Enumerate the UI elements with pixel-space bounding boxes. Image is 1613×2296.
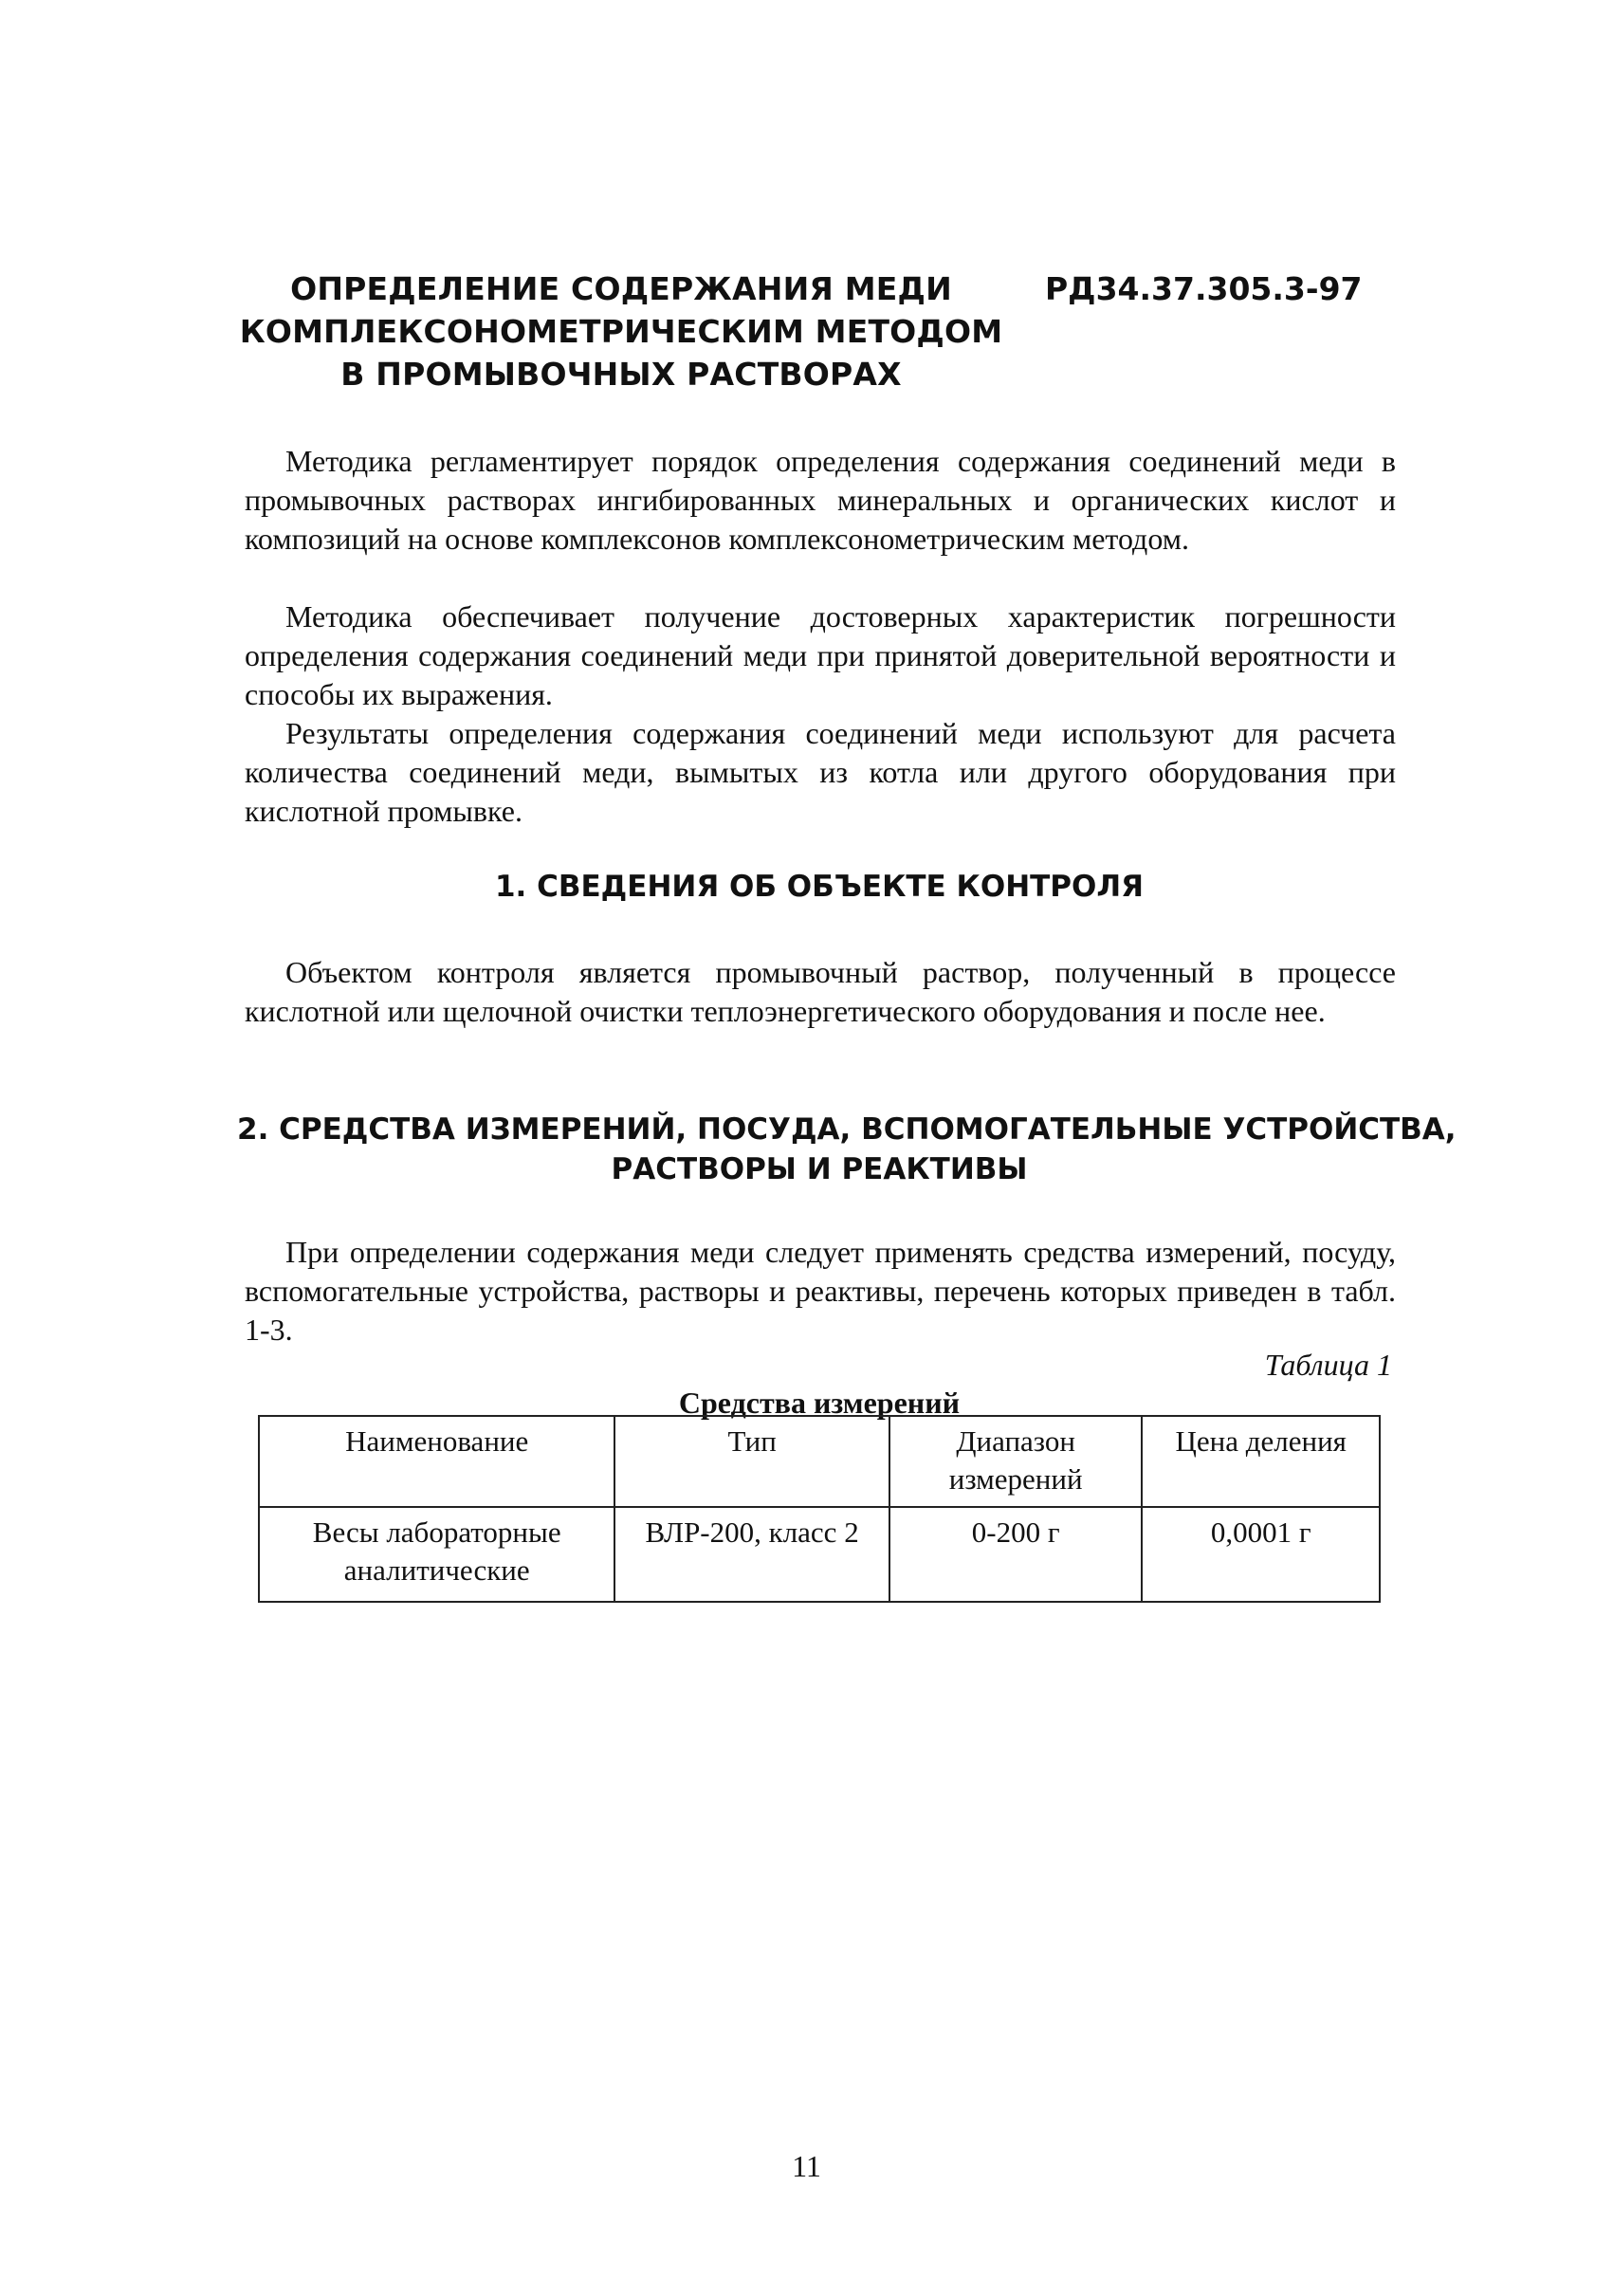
- section-paragraph: При определении содержания меди следует применять средства измерений, посуду, вспомогательные устройства, растворы и реактивы, перечень которых приведен в табл. 1-3.: [245, 1235, 1396, 1347]
- title-line: КОМПЛЕКСОНОМЕТРИЧЕСКИМ МЕТОДОМ: [239, 313, 1003, 350]
- table-cell: 0-200 г: [889, 1507, 1143, 1602]
- measurement-table: [258, 1415, 1381, 1603]
- document-title: [237, 267, 1005, 395]
- intro-paragraph: Результаты определения содержания соединений меди используют для расчета количества соединений меди, вымытых из котла или другого оборудования при кислотной промывке.: [245, 716, 1396, 828]
- section-heading-line: РАСТВОРЫ И РЕАКТИВЫ: [611, 1152, 1028, 1186]
- table-header-cell: Диапазон измерений: [889, 1416, 1143, 1507]
- table-cell: Весы лабораторные аналитические: [259, 1507, 614, 1602]
- section-heading: [237, 867, 1402, 907]
- title-block: [237, 267, 1394, 400]
- document-code: РД34.37.305.3-97: [1045, 270, 1363, 307]
- table-title: Средства измерений: [678, 1386, 961, 1420]
- section-heading: [237, 1110, 1457, 1189]
- table-header-row: [259, 1416, 1380, 1507]
- table-label: Таблица 1: [1264, 1348, 1392, 1382]
- title-line: В ПРОМЫВОЧНЫХ РАСТВОРАХ: [340, 356, 902, 393]
- table-cell: ВЛР-200, класс 2: [614, 1507, 889, 1602]
- section-heading-line: 1. СВЕДЕНИЯ ОБ ОБЪЕКТЕ КОНТРОЛЯ: [494, 870, 1144, 904]
- section-paragraph: Объектом контроля является промывочный раствор, полученный в процессе кислотной или щелочной очистки теплоэнергетического оборудования и после нее.: [245, 955, 1396, 1028]
- table-header-cell: Цена деления: [1142, 1416, 1380, 1507]
- intro-paragraph: Методика обеспечивает получение достоверных характеристик погрешности определения содержания соединений меди при принятой доверительной вероятности и способы их выражения.: [245, 599, 1396, 711]
- intro-paragraph: Методика регламентирует порядок определения содержания соединений меди в промывочных растворах ингибированных минеральных и органических кислот и композиций на основе комплексонов комплексонометрическим методом.: [245, 444, 1396, 556]
- table-row: [259, 1507, 1380, 1602]
- page-number: 11: [792, 2149, 821, 2183]
- table-header-cell: Наименование: [259, 1416, 614, 1507]
- title-line: ОПРЕДЕЛЕНИЕ СОДЕРЖАНИЯ МЕДИ: [290, 270, 952, 307]
- table-cell: 0,0001 г: [1142, 1507, 1380, 1602]
- section-heading-line: 2. СРЕДСТВА ИЗМЕРЕНИЙ, ПОСУДА, ВСПОМОГАТЕЛЬНЫЕ УСТРОЙСТВА,: [237, 1112, 1457, 1147]
- table-header-cell: Тип: [614, 1416, 889, 1507]
